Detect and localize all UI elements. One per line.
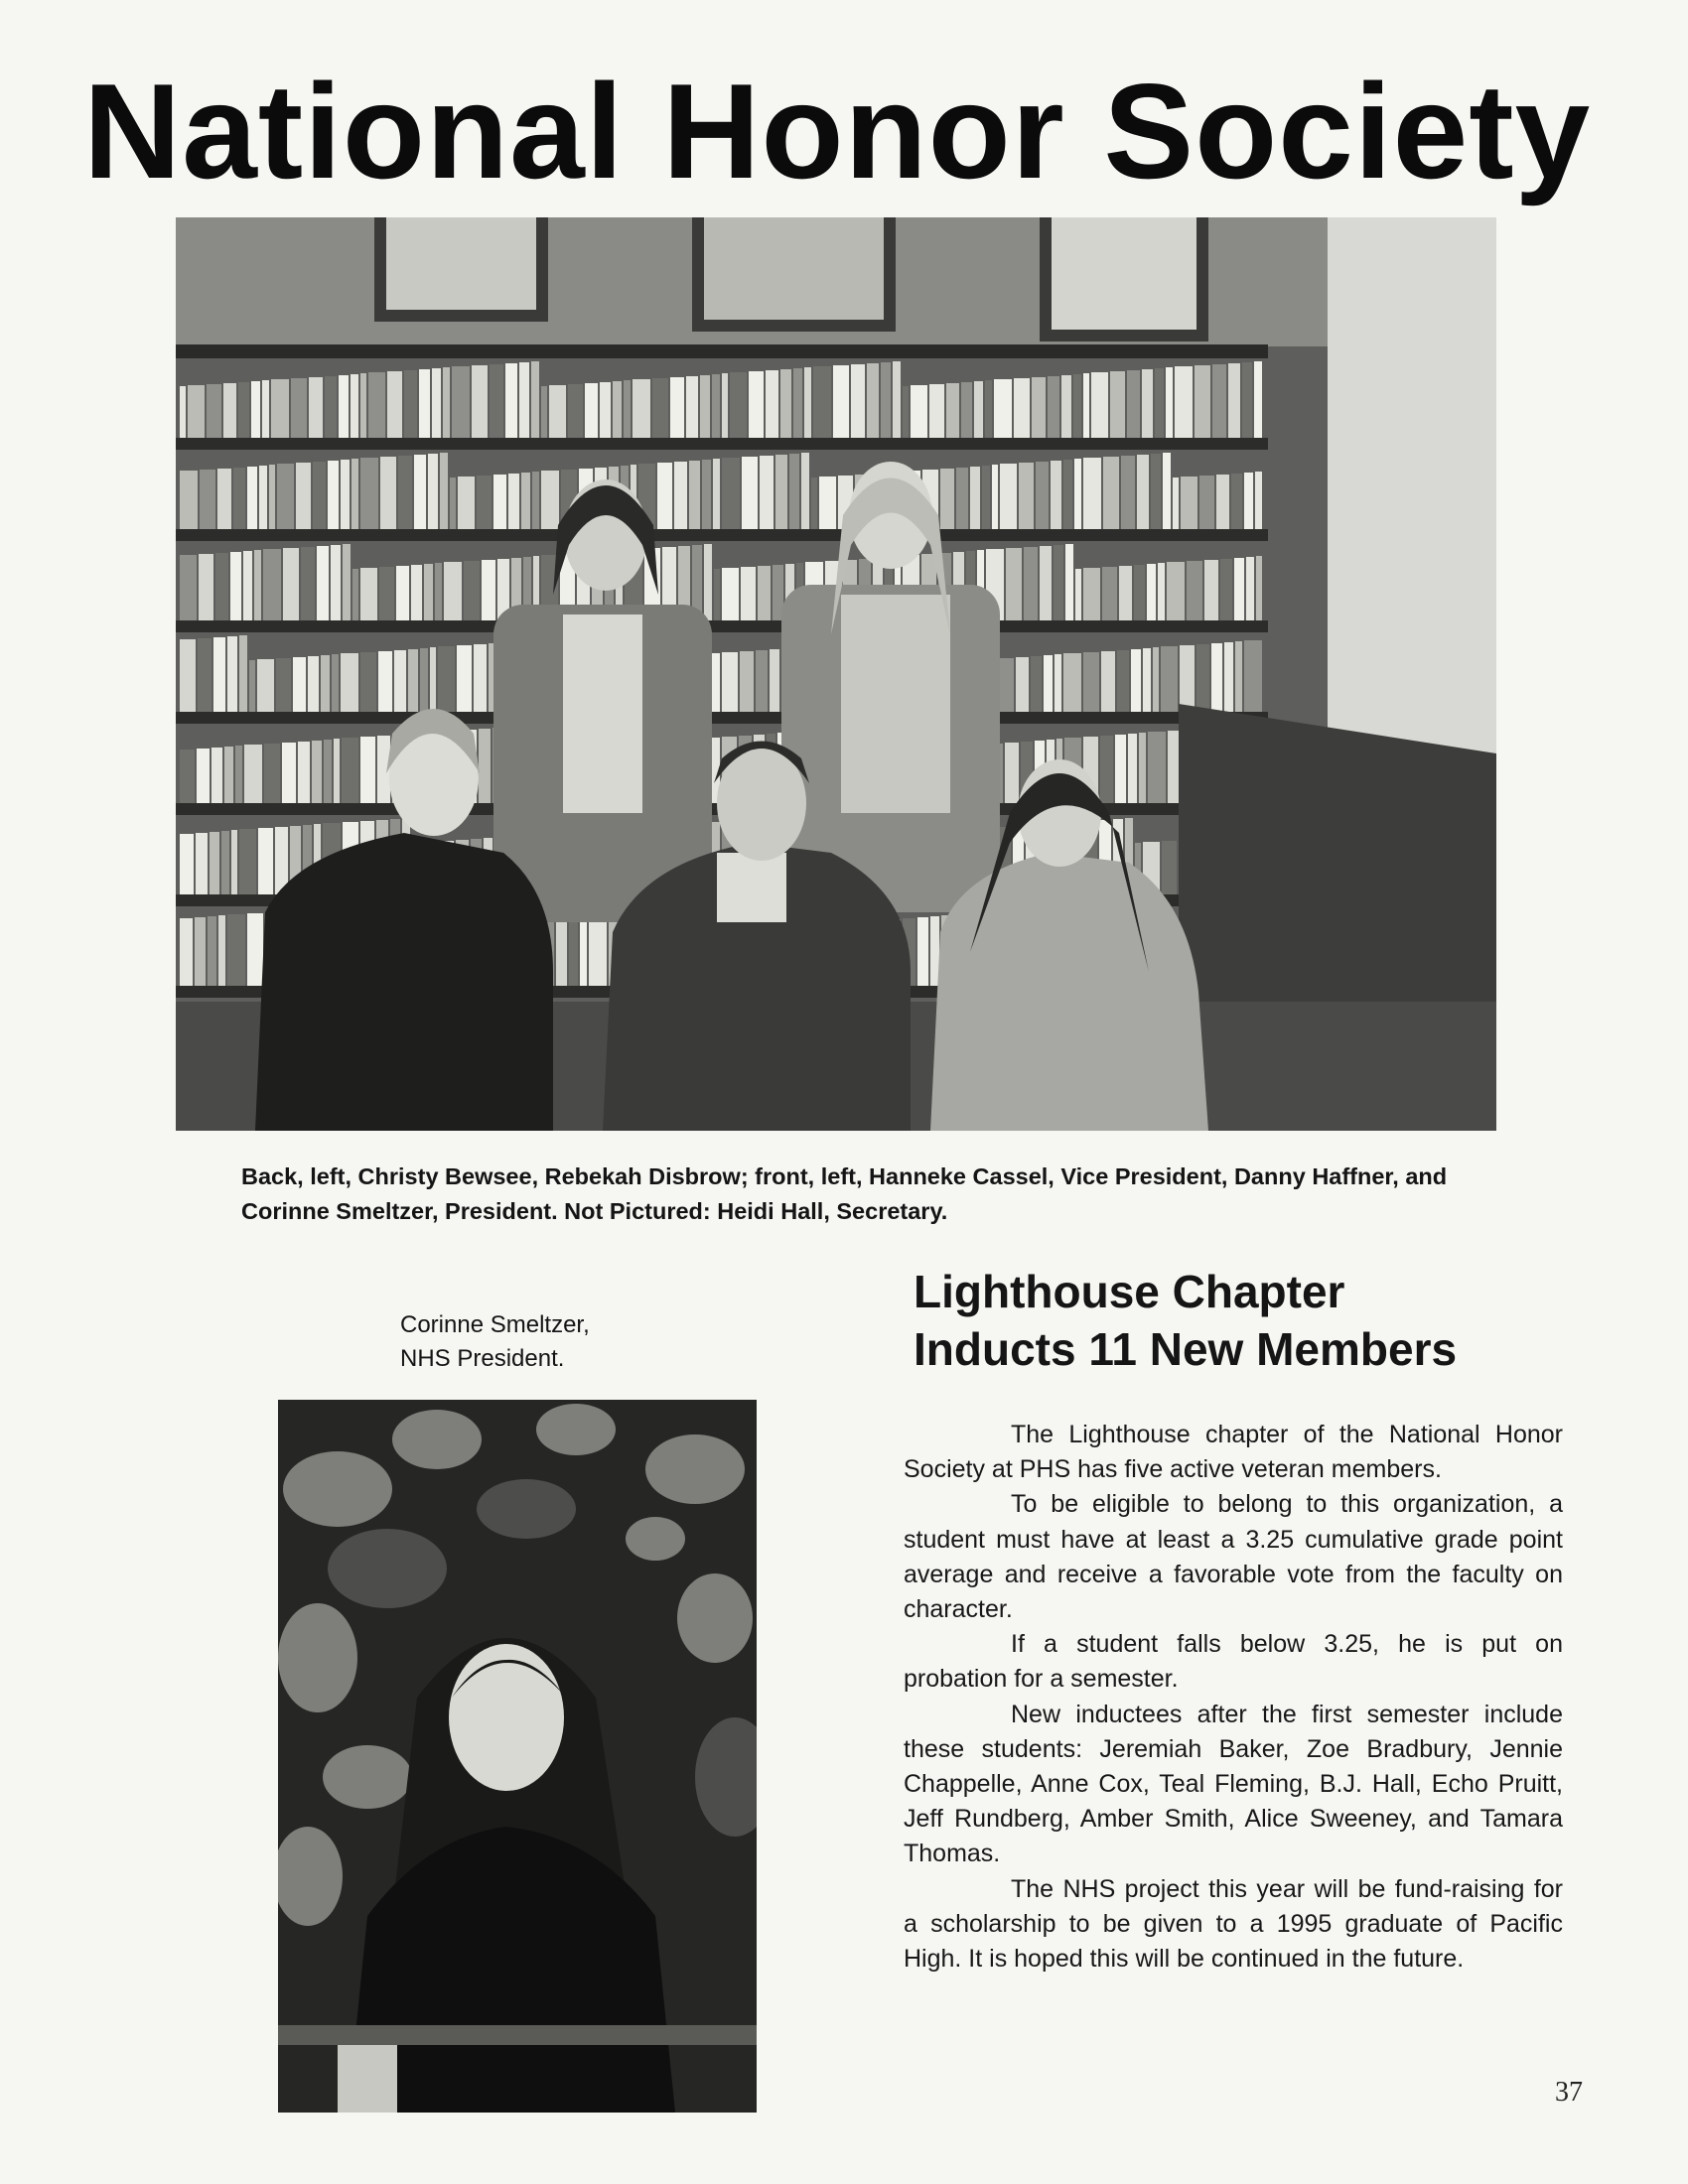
group-photo-image [176, 217, 1496, 1131]
president-portrait [278, 1400, 757, 2113]
page-number: 37 [1555, 2077, 1583, 2108]
article-paragraph: To be eligible to belong to this organization, a student must have at least a 3.25 cumulative grade point average and receive a favorable vote from the faculty on character. [904, 1490, 1563, 1624]
article-body [904, 1418, 1563, 1977]
group-photo-caption: Back, left, Christy Bewsee, Rebekah Disbrow; front, left, Hanneke Cassel, Vice President, Danny Haffner, and Corinne Smeltzer, President. Not Pictured: Heidi Hall, Secretary. [241, 1163, 1448, 1224]
article-paragraph: New inductees after the first semester include these students: Jeremiah Baker, Zoe Bradbury, Jennie Chappelle, Anne Cox, Teal Fleming, B.J. Hall, Echo Pruitt, Jeff Rundberg, Amber Smith, Alice Sweeney, and Tamara Thomas. [904, 1700, 1563, 1868]
portrait-caption-title: NHS President. [400, 1345, 565, 1372]
page-title: National Honor Society [83, 56, 1592, 206]
article-paragraph: The NHS project this year will be fund-raising for a scholarship to be given to a 1995 graduate of Pacific High. It is hoped this will be continued in the future. [904, 1874, 1563, 1974]
portrait-caption-name: Corinne Smeltzer, [400, 1311, 590, 1338]
group-photo [176, 217, 1496, 1131]
article-paragraph: If a student falls below 3.25, he is put on probation for a semester. [904, 1630, 1563, 1694]
portrait-caption [400, 1308, 590, 1376]
article-headline-line1: Lighthouse Chapter [914, 1266, 1345, 1317]
article-headline-line2: Inducts 11 New Members [914, 1323, 1458, 1375]
article-headline [914, 1263, 1628, 1378]
article-paragraph: The Lighthouse chapter of the National Honor Society at PHS has five active veteran members. [904, 1421, 1563, 1484]
president-portrait-image [278, 1400, 757, 2113]
